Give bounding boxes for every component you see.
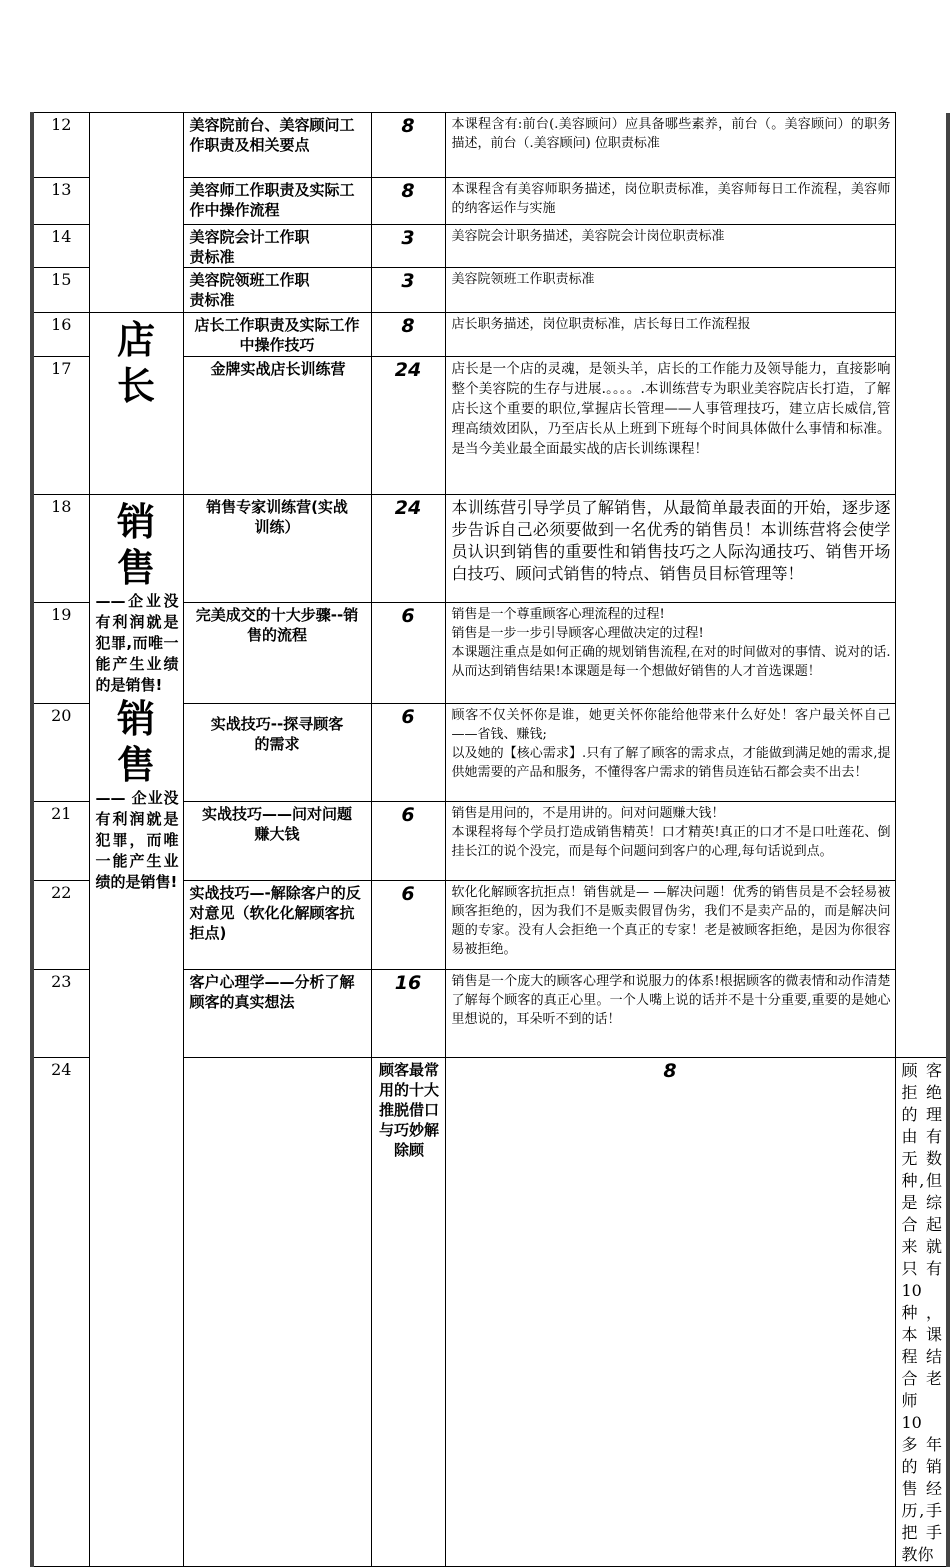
row-number: 17 [32, 357, 89, 495]
row-number: 20 [32, 704, 89, 802]
course-description: 美容院领班工作职责标准 [445, 268, 895, 313]
category-cell-empty [89, 113, 183, 313]
description-line: 以及她的【核心需求】.只有了解了顾客的需求点，才能做到满足她的需求,提供她需要的产品和服务，不懂得客户需求的销售员连钻石都会卖不出去！ [451, 746, 891, 780]
course-title: 美容院领班工作职责标准 [183, 268, 371, 313]
table-row [32, 495, 948, 603]
row-number: 18 [32, 495, 89, 603]
row-number: 12 [32, 113, 89, 178]
course-title: 美容师工作职责及实际工作中操作流程 [183, 178, 371, 225]
category-char: 长 [116, 364, 155, 408]
row-number: 19 [32, 603, 89, 704]
course-description: 本训练营引导学员了解销售，从最简单最表面的开始，逐步逐步告诉自己必须要做到一名优秀的销售员！本训练营将会使学员认识到销售的重要性和销售技巧之人际沟通技巧、销售开场白技巧、顾问式销售的特点、销售员目标管理等！ [445, 495, 895, 603]
course-hours: 6 [371, 603, 445, 704]
course-hours: 16 [371, 970, 445, 1058]
row-number: 13 [32, 178, 89, 225]
course-title: 实战技巧—-解除客户的反对意见（软化化解顾客抗拒点) [183, 881, 371, 970]
course-description: 软化化解顾客抗拒点！销售就是— —解决问题！优秀的销售员是不会轻易被顾客拒绝的，因为我们不是贩卖假冒伪劣，我们不是卖产品的，而是解决问题的专家。没有人会拒绝一个真正的专家！老是被顾客拒绝，是因为你很容易被拒绝。 [445, 881, 895, 970]
row-number: 24 [32, 1058, 89, 1567]
category-note: ——企业没有利润就是犯罪,而唯一能产生业绩的是销售! [95, 592, 179, 694]
course-title: 客户心理学——分析了解顾客的真实想法 [183, 970, 371, 1058]
category-note: —— 企业没有利润就是犯罪，而唯一能产生业绩的是销售! [95, 789, 179, 891]
course-title: 完美成交的十大步骤--销售的流程 [183, 603, 371, 704]
course-description [445, 704, 895, 802]
table-row [32, 113, 948, 178]
course-description: 顾客拒绝的理由有无数种,但是综合起来就只有 10种，本课程结合老师 10 多年的销售经历,手把手教你 [895, 1058, 948, 1567]
description-line: 本课程将每个学员打造成销售精英！口才精英!真正的口才不是口吐莲花、倒挂长江的说个没完，而是每个问题问到客户的心理,每句话说到点。 [451, 825, 891, 859]
category-char: 售 [116, 546, 155, 590]
category-char: 销 [116, 697, 155, 741]
course-title: 美容院会计工作职责标准 [183, 225, 371, 268]
course-hours: 8 [371, 178, 445, 225]
course-title: 美容院前台、美容顾问工作职责及相关要点 [183, 113, 371, 178]
row-number: 23 [32, 970, 89, 1058]
course-hours: 8 [371, 313, 445, 357]
course-hours: 6 [371, 704, 445, 802]
description-line: 销售是一个尊重顾客心理流程的过程! [451, 607, 665, 622]
course-description: 店长是一个店的灵魂，是领头羊，店长的工作能力及领导能力，直接影响整个美容院的生存与进展.。。。。.本训练营专为职业美容院店长打造，了解店长这个重要的职位,掌握店长管理——人事管理技巧，建立店长威信,管理高绩效团队，乃至店长从上班到下班每个时间具体做什么事情和标准。是当今美业最全面最实战的店长训练课程！ [445, 357, 895, 495]
course-title: 金牌实战店长训练营 [183, 357, 371, 495]
row-number: 22 [32, 881, 89, 970]
description-line: 销售是一步一步引导顾客心理做决定的过程! [451, 626, 704, 641]
course-hours: 3 [371, 268, 445, 313]
course-hours: 6 [371, 802, 445, 881]
course-description [445, 802, 895, 881]
course-description: 店长职务描述，岗位职责标准，店长每日工作流程报 [445, 313, 895, 357]
category-char: 店 [116, 318, 155, 362]
description-line: 本课题注重点是如何正确的规划销售流程,在对的时间做对的事情、说对的话.从而达到销售结果!本课题是每一个想做好销售的人才首选课题！ [451, 645, 891, 679]
course-description: 销售是一个庞大的顾客心理学和说服力的体系!根据顾客的微表情和动作清楚了解每个顾客的真正心里。一个人嘴上说的话并不是十分重要,重要的是她心里想说的，耳朵听不到的话！ [445, 970, 895, 1058]
row-number: 14 [32, 225, 89, 268]
course-title: 顾客最常用的十大推脱借口与巧妙解除顾 [371, 1058, 445, 1567]
course-description: 本课程含有美容师职务描述，岗位职责标准，美容师每日工作流程，美容师的纳客运作与实施 [445, 178, 895, 225]
course-hours: 3 [371, 225, 445, 268]
course-description: 美容院会计职务描述，美容院会计岗位职责标准 [445, 225, 895, 268]
course-hours: 24 [371, 495, 445, 603]
category-cell-empty [183, 1058, 371, 1567]
category-store-manager [89, 313, 183, 495]
course-title: 实战技巧——问对问题赚大钱 [183, 802, 371, 881]
course-hours: 24 [371, 357, 445, 495]
row-number: 16 [32, 313, 89, 357]
table-row [32, 313, 948, 357]
course-hours: 8 [371, 113, 445, 178]
course-hours: 6 [371, 881, 445, 970]
course-title: 店长工作职责及实际工作中操作技巧 [183, 313, 371, 357]
description-line: 销售是用问的，不是用讲的。问对问题赚大钱！ [451, 806, 725, 821]
course-description [445, 603, 895, 704]
course-description: 本课程含有:前台(.美容顾问）应具备哪些素养，前台（。美容顾问）的职务描述，前台（.美容顾问) 位职责标准 [445, 113, 895, 178]
row-number: 15 [32, 268, 89, 313]
description-line: 顾客不仅关怀你是谁，她更关怀你能给他带来什么好处！客户最关怀自己 ——省钱、赚钱; [451, 708, 891, 742]
category-sales [89, 495, 183, 1567]
category-char: 售 [116, 743, 155, 787]
course-title: 销售专家训练营(实战训练） [183, 495, 371, 603]
course-title: 实战技巧--探寻顾客的需求 [183, 704, 371, 802]
row-number: 21 [32, 802, 89, 881]
course-hours: 8 [445, 1058, 895, 1567]
course-table [30, 112, 950, 1567]
category-char: 销 [116, 500, 155, 544]
